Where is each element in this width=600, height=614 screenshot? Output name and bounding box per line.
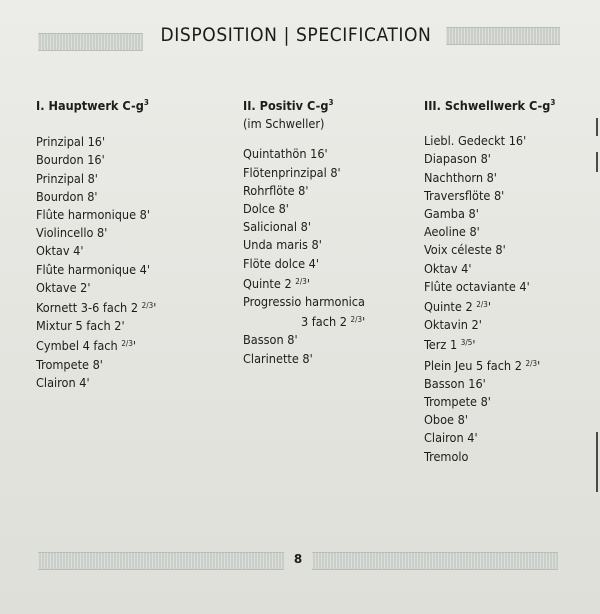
stop-item xyxy=(243,293,413,311)
stop-suffix: ' xyxy=(472,337,476,353)
stop-item xyxy=(36,170,226,188)
column-subheading: (im Schweller) xyxy=(243,116,325,132)
stop-fraction: 2/3 xyxy=(525,358,538,368)
stop-item xyxy=(424,205,594,223)
stop-name: Clairon 4' xyxy=(424,430,478,446)
stop-name: Flûte octaviante 4' xyxy=(424,278,530,294)
stop-name: Trompete 8' xyxy=(36,356,103,372)
page-title: DISPOSITION | SPECIFICATION xyxy=(160,24,432,46)
stop-item xyxy=(243,331,413,349)
stop-item xyxy=(424,223,594,241)
edge-mark xyxy=(596,432,598,492)
stop-suffix: ' xyxy=(362,314,366,330)
stop-item xyxy=(424,393,594,411)
stop-item xyxy=(424,411,594,429)
stop-name: Voix céleste 8' xyxy=(424,242,506,258)
stop-name: Aeoline 8' xyxy=(424,224,480,240)
stop-item xyxy=(424,150,594,168)
column-hauptwerk xyxy=(36,94,226,392)
footer-band-right xyxy=(312,552,558,570)
stop-list xyxy=(36,133,226,392)
edge-mark xyxy=(596,152,598,172)
stop-name: Flûte harmonique 8' xyxy=(36,207,150,223)
stop-name: Gamba 8' xyxy=(424,206,479,222)
stop-item xyxy=(424,169,594,187)
stop-item xyxy=(36,279,226,297)
stop-name: Violincello 8' xyxy=(36,225,108,241)
stop-item xyxy=(36,151,226,169)
stop-name: Clairon 4' xyxy=(36,374,90,390)
stop-item xyxy=(424,355,594,375)
header-band-right xyxy=(446,27,560,45)
stop-name: Oktavin 2' xyxy=(424,317,482,333)
stop-item xyxy=(36,297,226,317)
stop-item xyxy=(243,273,413,293)
stop-item xyxy=(36,261,226,279)
stop-name: Oktav 4' xyxy=(424,260,472,276)
column-schwellwerk xyxy=(424,94,594,466)
stop-name: Dolce 8' xyxy=(243,201,289,217)
stop-item xyxy=(424,260,594,278)
footer-band-left xyxy=(38,552,284,570)
stop-item xyxy=(36,206,226,224)
stop-item xyxy=(243,255,413,273)
stop-list xyxy=(243,145,413,367)
stop-item xyxy=(424,429,594,447)
stop-item xyxy=(36,224,226,242)
stop-name: Bourdon 16' xyxy=(36,152,105,168)
column-heading: II. Positiv $C-g^3$ xyxy=(243,98,334,113)
stop-fraction: 2/3 xyxy=(141,301,154,311)
stop-name: Prinzipal 16' xyxy=(36,134,106,150)
stop-name: Trompete 8' xyxy=(424,394,491,410)
stop-name: Salicional 8' xyxy=(243,219,311,235)
stop-item xyxy=(243,164,413,182)
stop-suffix: ' xyxy=(153,300,157,316)
stop-item xyxy=(36,133,226,151)
stop-item xyxy=(243,236,413,254)
stop-name: Rohrflöte 8' xyxy=(243,182,309,198)
stop-item xyxy=(243,311,413,331)
column-heading: I. Hauptwerk $C-g^3$ xyxy=(36,98,149,113)
stop-name: Cymbel 4 fach xyxy=(36,338,122,354)
stop-name: Oktav 4' xyxy=(36,243,84,259)
stop-name: 3 fach 2 xyxy=(301,314,351,330)
stop-list xyxy=(424,132,594,466)
stop-name: Tremolo xyxy=(424,448,469,464)
stop-item xyxy=(36,335,226,355)
stop-name: Unda maris 8' xyxy=(243,237,322,253)
stop-item xyxy=(36,356,226,374)
stop-item xyxy=(36,188,226,206)
stop-suffix: ' xyxy=(537,357,541,373)
stop-name: Flötenprinzipal 8' xyxy=(243,164,341,180)
stop-item xyxy=(243,218,413,236)
column-positiv xyxy=(243,94,413,368)
stop-name: Quintathön 16' xyxy=(243,146,328,162)
stop-suffix: ' xyxy=(306,275,310,291)
stop-item xyxy=(36,374,226,392)
stop-item xyxy=(36,242,226,260)
stop-item xyxy=(424,241,594,259)
stop-fraction: 3/5 xyxy=(460,338,473,348)
stop-name: Kornett 3-6 fach 2 xyxy=(36,300,142,316)
stop-name: Quinte 2 xyxy=(424,299,477,315)
stop-fraction: 2/3 xyxy=(476,300,488,310)
stop-fraction: 2/3 xyxy=(121,339,133,349)
stop-fraction: 2/3 xyxy=(295,276,307,286)
stop-name: Terz 1 xyxy=(424,337,461,353)
stop-fraction: 2/3 xyxy=(350,315,363,325)
column-heading: III. Schwellwerk $C-g^3$ xyxy=(424,98,556,113)
stop-name: Prinzipal 8' xyxy=(36,170,98,186)
stop-name: Liebl. Gedeckt 16' xyxy=(424,133,527,149)
stop-name: Clarinette 8' xyxy=(243,350,313,366)
stop-name: Bourdon 8' xyxy=(36,188,98,204)
stop-item xyxy=(424,187,594,205)
page-number: 8 xyxy=(293,552,303,566)
stop-item xyxy=(36,317,226,335)
edge-mark xyxy=(596,118,598,136)
stop-name: Nachthorn 8' xyxy=(424,169,497,185)
stop-item xyxy=(424,316,594,334)
stop-name: Quinte 2 xyxy=(243,275,296,291)
stop-item xyxy=(424,448,594,466)
stop-name: Oktave 2' xyxy=(36,279,91,295)
stop-name: Basson 8' xyxy=(243,332,298,348)
stop-name: Basson 16' xyxy=(424,375,486,391)
stop-item xyxy=(243,200,413,218)
stop-item xyxy=(424,278,594,296)
stop-item xyxy=(243,182,413,200)
stop-name: Oboe 8' xyxy=(424,412,468,428)
stop-name: Flöte dolce 4' xyxy=(243,255,319,271)
stop-name: Plein Jeu 5 fach 2 xyxy=(424,357,526,373)
stop-item xyxy=(243,145,413,163)
stop-item xyxy=(424,296,594,316)
stop-name: Progressio harmonica xyxy=(243,294,365,310)
stop-item xyxy=(424,334,594,354)
stop-name: Mixtur 5 fach 2' xyxy=(36,318,125,334)
stop-suffix: ' xyxy=(487,299,491,315)
stop-item xyxy=(424,132,594,150)
stop-item xyxy=(243,350,413,368)
stop-suffix: ' xyxy=(132,338,137,354)
stop-name: Traversflöte 8' xyxy=(424,187,505,203)
stop-name: Flûte harmonique 4' xyxy=(36,261,150,277)
stop-name: Diapason 8' xyxy=(424,151,491,167)
stop-item xyxy=(424,375,594,393)
header-band-left xyxy=(38,33,143,51)
